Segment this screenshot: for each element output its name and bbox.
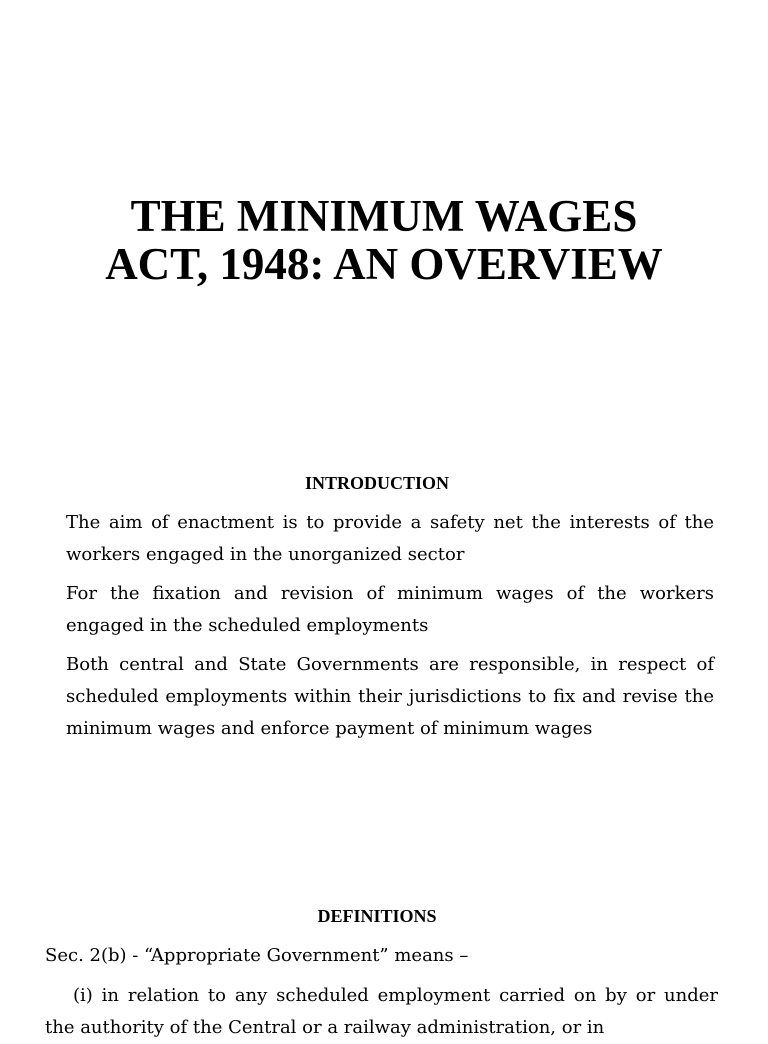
title-line-2: ACT, 1948: AN OVERVIEW bbox=[105, 239, 663, 289]
intro-paragraph-2: For the fixation and revision of minimum wages of the workers engaged in the scheduled employments bbox=[66, 583, 714, 636]
section-2b-text: Sec. 2(b) - “Appropriate Government” means – bbox=[45, 945, 469, 966]
definitions-heading: DEFINITIONS bbox=[317, 906, 437, 926]
title-line-1: THE MINIMUM WAGES bbox=[130, 191, 638, 241]
clause-i-text: (i) in relation to any scheduled employment carried on by or under the authority of the Central or a railway administration, or in bbox=[45, 985, 718, 1038]
intro-paragraph-3: Both central and State Governments are responsible, in respect of scheduled employments within their jurisdictions to fix and revise the minimum wages and enforce payment of minimum wages bbox=[66, 654, 714, 739]
document-title bbox=[0, 192, 768, 288]
introduction-heading: INTRODUCTION bbox=[304, 473, 450, 493]
intro-paragraph-1: The aim of enactment is to provide a safety net the interests of the workers engaged in the unorganized sector bbox=[66, 512, 714, 565]
